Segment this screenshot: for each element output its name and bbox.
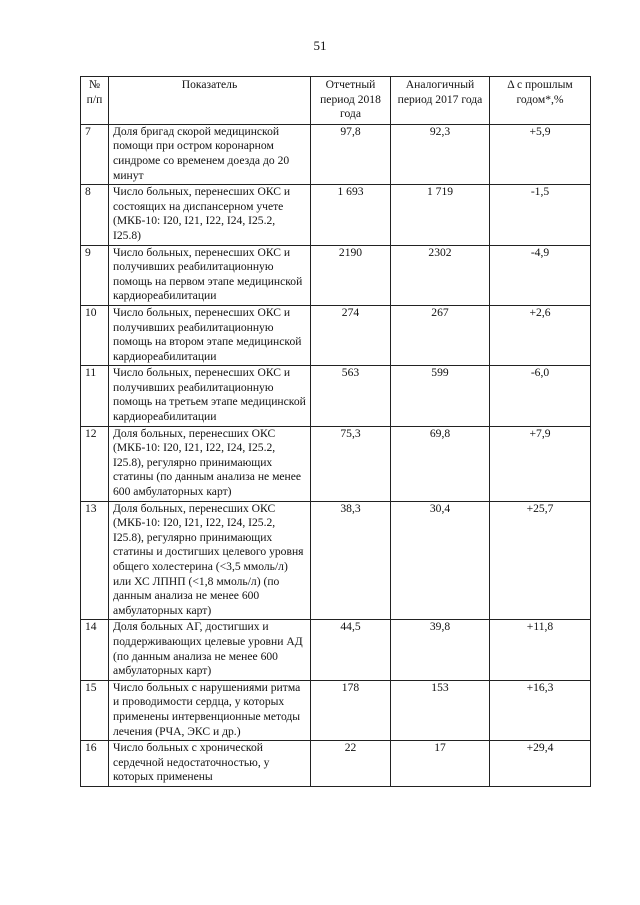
header-number: № п/п (81, 77, 109, 125)
row-value-2017: 39,8 (391, 620, 490, 680)
row-delta: +7,9 (490, 426, 591, 501)
header-period-2018: Отчетный период 2018 года (311, 77, 391, 125)
page-number: 51 (313, 38, 327, 53)
row-delta: +2,6 (490, 305, 591, 365)
row-number: 14 (81, 620, 109, 680)
table-row (81, 620, 591, 680)
table-row (81, 741, 591, 787)
row-value-2018: 44,5 (311, 620, 391, 680)
row-indicator: Доля больных, перенесших ОКС (МКБ-10: I20, I21, I22, I24, I25.2, I25.8), регулярно принимающих статины (по данным анализа не менее 600 амбулаторных карт) (109, 426, 311, 501)
row-indicator: Доля больных, перенесших ОКС (МКБ-10: I20, I21, I22, I24, I25.2, I25.8), регулярно принимающих статины и достигших целевого уровня общего холестерина (<3,5 ммоль/л) или ХС ЛПНП (<1,8 ммоль/л) (по данным анализа не менее 600 амбулаторных карт) (109, 501, 311, 620)
row-value-2018: 563 (311, 366, 391, 426)
table-row (81, 245, 591, 305)
table-row (81, 680, 591, 740)
row-delta: -4,9 (490, 245, 591, 305)
row-value-2017: 267 (391, 305, 490, 365)
row-indicator: Число больных, перенесших ОКС и состоящих на диспансерном учете (МКБ-10: I20, I21, I22, I24, I25.2, I25.8) (109, 185, 311, 245)
row-indicator: Число больных с нарушениями ритма и проводимости сердца, у которых применены интервенционные методы лечения (РЧА, ЭКС и др.) (109, 680, 311, 740)
table-row (81, 426, 591, 501)
row-value-2018: 75,3 (311, 426, 391, 501)
row-value-2017: 1 719 (391, 185, 490, 245)
row-delta: +11,8 (490, 620, 591, 680)
table-row (81, 501, 591, 620)
row-delta: -6,0 (490, 366, 591, 426)
row-delta: +25,7 (490, 501, 591, 620)
row-delta: +5,9 (490, 124, 591, 184)
row-indicator: Доля больных АГ, достигших и поддерживающих целевые уровни АД (по данным анализа не менее 600 амбулаторных карт) (109, 620, 311, 680)
row-delta: +16,3 (490, 680, 591, 740)
row-value-2017: 2302 (391, 245, 490, 305)
row-number: 10 (81, 305, 109, 365)
row-number: 16 (81, 741, 109, 787)
indicators-table (80, 76, 591, 787)
row-number: 7 (81, 124, 109, 184)
table-row (81, 124, 591, 184)
row-indicator: Доля бригад скорой медицинской помощи при остром коронарном синдроме со временем доезда до 20 минут (109, 124, 311, 184)
row-number: 12 (81, 426, 109, 501)
row-number: 9 (81, 245, 109, 305)
header-indicator: Показатель (109, 77, 311, 125)
row-indicator: Число больных с хронической сердечной недостаточностью, у которых применены (109, 741, 311, 787)
table-row (81, 366, 591, 426)
row-value-2018: 22 (311, 741, 391, 787)
table-row (81, 305, 591, 365)
table-row (81, 185, 591, 245)
row-number: 11 (81, 366, 109, 426)
row-value-2018: 2190 (311, 245, 391, 305)
row-indicator: Число больных, перенесших ОКС и получивших реабилитационную помощь на первом этапе медицинской кардиореабилитации (109, 245, 311, 305)
row-number: 15 (81, 680, 109, 740)
row-value-2017: 17 (391, 741, 490, 787)
row-value-2017: 30,4 (391, 501, 490, 620)
row-value-2018: 274 (311, 305, 391, 365)
table-header-row (81, 77, 591, 125)
row-delta: -1,5 (490, 185, 591, 245)
row-value-2018: 38,3 (311, 501, 391, 620)
row-value-2018: 1 693 (311, 185, 391, 245)
row-value-2017: 92,3 (391, 124, 490, 184)
row-number: 13 (81, 501, 109, 620)
row-indicator: Число больных, перенесших ОКС и получивших реабилитационную помощь на втором этапе медицинской кардиореабилитации (109, 305, 311, 365)
header-delta: Δ с прошлым годом*,% (490, 77, 591, 125)
row-value-2017: 599 (391, 366, 490, 426)
row-value-2017: 153 (391, 680, 490, 740)
header-period-2017: Аналогичный период 2017 года (391, 77, 490, 125)
row-delta: +29,4 (490, 741, 591, 787)
row-number: 8 (81, 185, 109, 245)
row-value-2017: 69,8 (391, 426, 490, 501)
row-value-2018: 97,8 (311, 124, 391, 184)
row-value-2018: 178 (311, 680, 391, 740)
row-indicator: Число больных, перенесших ОКС и получивших реабилитационную помощь на третьем этапе медицинской кардиореабилитации (109, 366, 311, 426)
